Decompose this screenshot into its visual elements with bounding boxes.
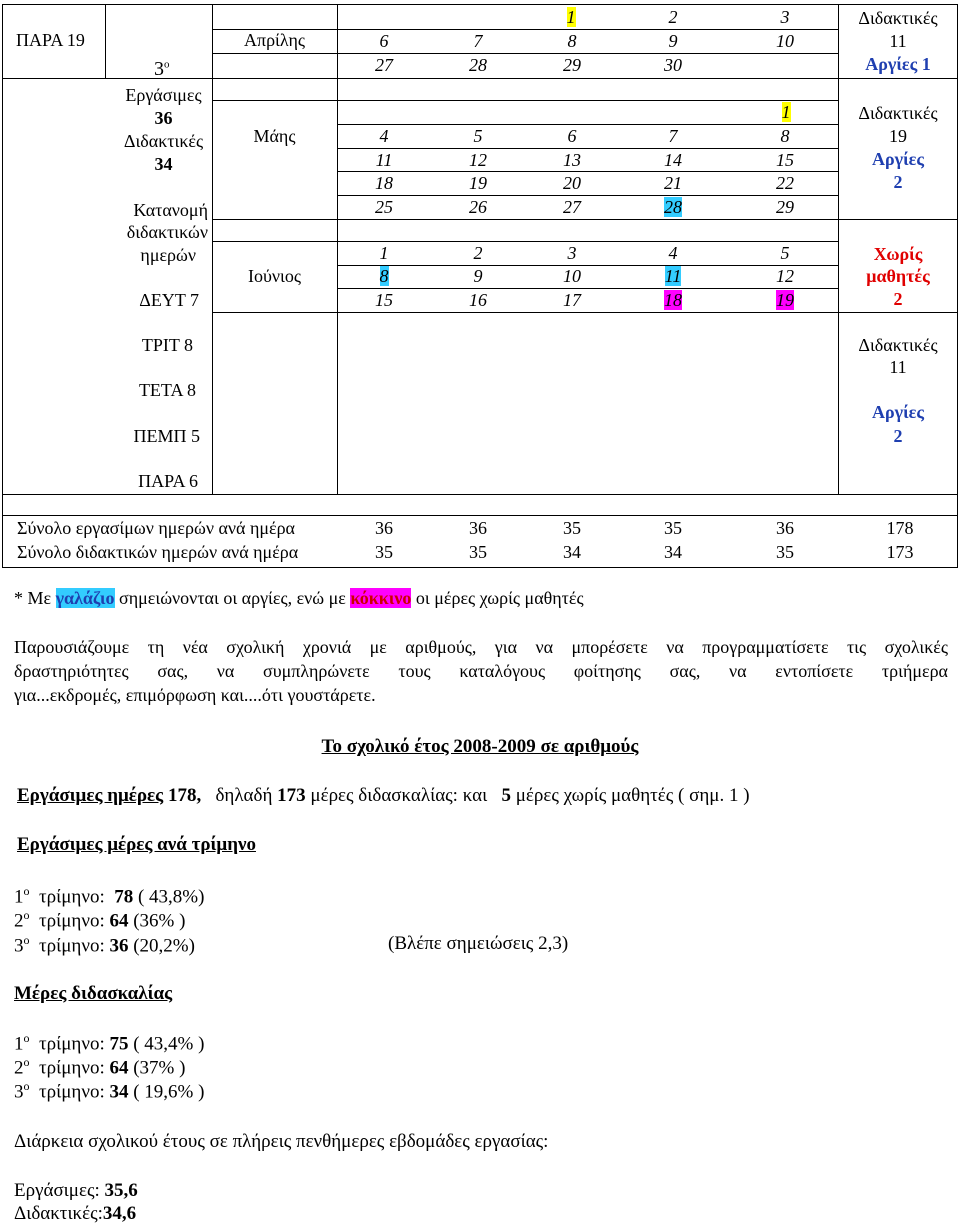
- calendar-day: 10: [563, 266, 581, 286]
- duration-teach: Διδακτικές:34,6: [14, 1203, 137, 1224]
- calendar-day: 1: [566, 7, 576, 27]
- june-argies-value: 2: [893, 426, 903, 446]
- calendar-day: 21: [664, 173, 682, 193]
- day-fri: ΠΑΡΑ 6: [138, 471, 198, 491]
- see-notes: (Βλέπε σημειώσεις 2,3): [388, 933, 569, 954]
- intro-line-1: Παρουσιάζουμε τη νέα σχολική χρονιά με αριθμούς, για να μπορέσετε να προγραμματίσετε τις σχολικές: [14, 637, 948, 657]
- totals-teach-sum: 173: [886, 542, 914, 562]
- summary-label: Εργάσιμες ημέρες: [17, 785, 164, 806]
- day-tue: ΤΡΙΤ 8: [141, 335, 193, 355]
- april-argies: Αργίες 1: [865, 54, 931, 74]
- calendar-day: 7: [473, 31, 483, 51]
- work-section-title: Εργάσιμες μέρες ανά τρίμηνο: [17, 834, 256, 855]
- month-may: Μάης: [253, 126, 296, 146]
- totals-work-label: Σύνολο εργασίμων ημερών ανά ημέρα: [17, 518, 295, 538]
- calendar-day: 17: [563, 290, 581, 310]
- calendar-day: 16: [469, 290, 487, 310]
- may-argies-value: 2: [893, 172, 903, 192]
- calendar-day: 5: [473, 126, 483, 146]
- totals-teach-thu: 34: [664, 542, 682, 562]
- calendar-day: 25: [375, 197, 393, 217]
- calendar-day: 4: [379, 126, 389, 146]
- day-thu: ΠΕΜΠ 5: [133, 426, 200, 446]
- summary-line: Εργάσιμες ημέρες 178, δηλαδή 173 μέρες διδασκαλίας: και 5 μέρες χωρίς μαθητές ( σημ. 1 ): [17, 785, 750, 806]
- calendar-day: 4: [668, 243, 678, 263]
- calendar-day: 3: [567, 243, 577, 263]
- work-row-1: $1^o$ τρίμηνο: 78 ( 43,8%): [14, 884, 205, 908]
- calendar-day: 11: [375, 150, 393, 170]
- may-argies-label: Αργίες: [872, 149, 924, 169]
- totals-teach-fri: 35: [776, 542, 794, 562]
- month-june: Ιούνιος: [247, 266, 301, 286]
- calendar-day: 15: [776, 150, 794, 170]
- may-didaktikes-label: Διδακτικές: [858, 103, 938, 123]
- calendar-day: 10: [776, 31, 794, 51]
- month-april: Απρίλης: [243, 30, 306, 50]
- teach-row-3: $3^o$ τρίμηνο: 34 ( 19,6% ): [14, 1079, 205, 1103]
- katanomi-line2: διδακτικών: [126, 222, 208, 242]
- totals-work-mon: 36: [375, 518, 393, 538]
- color-note: * Με γαλάζιο σημειώνονται οι αργίες, ενώ με κόκκινο οι μέρες χωρίς μαθητές: [14, 588, 584, 608]
- calendar-day: 6: [379, 31, 389, 51]
- para19-label: ΠΑΡΑ 19: [16, 30, 85, 50]
- calendar-day: 12: [469, 150, 487, 170]
- calendar-day: 2: [668, 7, 678, 27]
- didaktikes-value: 34: [154, 154, 173, 174]
- duration-work: Εργάσιμες: 35,6: [14, 1180, 138, 1201]
- calendar-day: 20: [563, 173, 581, 193]
- note-galazio: γαλάζιο: [55, 588, 115, 608]
- calendar-day: 26: [469, 197, 487, 217]
- intro-line-2: δραστηριότητες σας, να συμπληρώνετε τους καταλόγους φοίτησης σας, να εντοπίσετε τριήμερα: [14, 661, 948, 681]
- term-number: $3^o$: [154, 58, 170, 80]
- totals-teach-mon: 35: [375, 542, 393, 562]
- calendar-day: 1: [781, 102, 791, 122]
- ergasimes-label: Εργάσιμες: [125, 85, 202, 105]
- ergasimes-value: 36: [154, 108, 173, 128]
- totals-work-sum: 178: [886, 518, 914, 538]
- duration-title: Διάρκεια σχολικού έτους σε πλήρεις πενθήμερες εβδομάδες εργασίας:: [14, 1131, 549, 1152]
- june-argies-label: Αργίες: [872, 402, 924, 422]
- calendar-day: 6: [567, 126, 577, 146]
- calendar-day: 29: [563, 55, 581, 75]
- totals-work-fri: 36: [776, 518, 794, 538]
- june-choris-label: Χωρίς: [873, 244, 923, 264]
- calendar-day: 30: [664, 55, 682, 75]
- totals-work-wed: 35: [563, 518, 581, 538]
- calendar-day-no-students: 19: [776, 290, 794, 310]
- calendar-day: 27: [375, 55, 393, 75]
- calendar-day: 3: [780, 7, 790, 27]
- day-wed: ΤΕΤΑ 8: [138, 380, 196, 400]
- calendar-day-holiday: 11: [664, 266, 682, 286]
- day-mon: ΔΕΥΤ 7: [139, 290, 199, 310]
- katanomi-line3: ημερών: [140, 245, 196, 265]
- may-didaktikes-value: 19: [889, 126, 907, 146]
- april-didaktikes-label: Διδακτικές: [858, 8, 938, 28]
- didaktikes-label: Διδακτικές: [123, 131, 204, 151]
- totals-work-tue: 36: [469, 518, 487, 538]
- june-mathites-label: μαθητές: [866, 266, 930, 286]
- totals-teach-tue: 35: [469, 542, 487, 562]
- teach-section-title: Μέρες διδασκαλίας: [14, 983, 173, 1004]
- calendar-day: 8: [780, 126, 790, 146]
- calendar-day: 19: [469, 173, 487, 193]
- june-didaktikes-value: 11: [889, 357, 907, 377]
- katanomi-line1: Κατανομή: [133, 200, 208, 220]
- teach-row-2: $2^o$ τρίμηνο: 64 (37% ): [14, 1055, 186, 1079]
- april-didaktikes-value: 11: [889, 31, 907, 51]
- calendar-day-no-students: 18: [664, 290, 682, 310]
- calendar-day: 5: [780, 243, 790, 263]
- totals-teach-wed: 34: [563, 542, 581, 562]
- calendar-day: 9: [668, 31, 678, 51]
- calendar-day: 2: [473, 243, 483, 263]
- page-heading: Το σχολικό έτος 2008-2009 σε αριθμούς: [321, 736, 639, 757]
- calendar-day: 13: [563, 150, 581, 170]
- totals-work-thu: 35: [664, 518, 682, 538]
- calendar-day: 15: [375, 290, 393, 310]
- calendar-day: 1: [379, 243, 389, 263]
- calendar-day-holiday: 8: [379, 266, 389, 286]
- teach-row-1: $1^o$ τρίμηνο: 75 ( 43,4% ): [14, 1031, 205, 1055]
- intro-line-3: για...εκδρομές, επιμόρφωση και....ότι γουστάρετε.: [14, 685, 376, 705]
- june-choris-value: 2: [893, 289, 903, 309]
- calendar-day: 18: [375, 173, 393, 193]
- calendar-day: 22: [776, 173, 794, 193]
- calendar-day: 8: [567, 31, 577, 51]
- calendar-day: 14: [664, 150, 682, 170]
- calendar-day: 9: [473, 266, 483, 286]
- work-row-2: $2^o$ τρίμηνο: 64 (36% ): [14, 908, 186, 932]
- calendar-day: 27: [563, 197, 581, 217]
- totals-teach-label: Σύνολο διδακτικών ημερών ανά ημέρα: [17, 542, 299, 562]
- work-row-3: $3^o$ τρίμηνο: 36 (20,2%): [14, 933, 195, 957]
- note-kokkino: κόκκινο: [350, 588, 412, 608]
- calendar-day-holiday: 28: [664, 197, 682, 217]
- june-didaktikes-label: Διδακτικές: [858, 335, 938, 355]
- calendar-day: 12: [776, 266, 794, 286]
- calendar-day: 28: [469, 55, 487, 75]
- calendar-day: 7: [668, 126, 678, 146]
- calendar-day: 29: [776, 197, 794, 217]
